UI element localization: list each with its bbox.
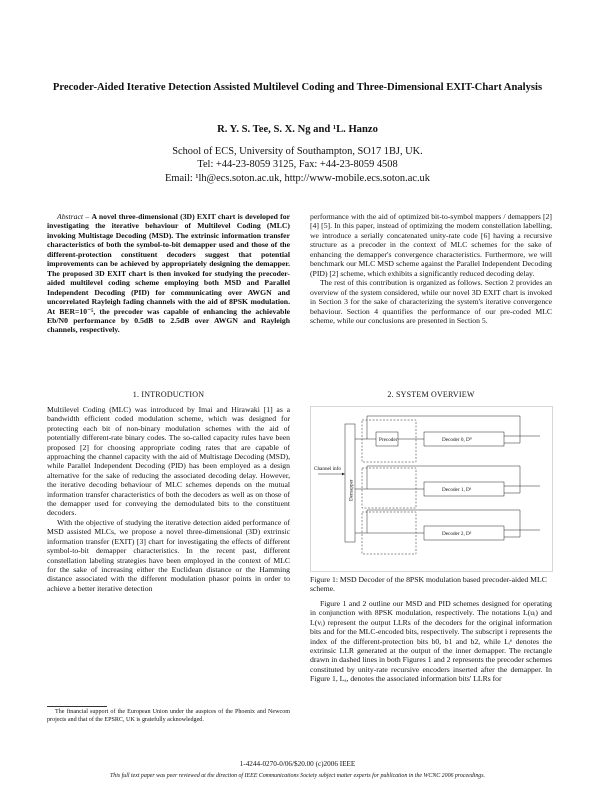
- author-list: R. Y. S. Tee, S. X. Ng and ¹L. Hanzo: [217, 124, 378, 135]
- precoder-label: Precoder: [379, 437, 398, 443]
- column-two-top: [310, 212, 552, 325]
- precoder-dashed-box-1: [362, 468, 416, 508]
- paragraph: performance with the aid of optimized bit-to-symbol mappers / demappers [2] [4] [5]. In this paper, instead of optimizing the modem constellation labelling, we introduce a serially concatenated unity-rate code [6] having a recursive structure as a precoder in the context of MLC schemes for the sake of enhancing the demapper's convergence characteristics. Furthermore, we will benchmark our MLC MSD scheme against the Parallel Independent Decoding (PID) [2] scheme, which exhibits a significantly reduced decoding delay.: [310, 212, 552, 278]
- paragraph: Figure 1 and 2 outline our MSD and PID schemes designed for operating in conjunction with 8PSK modulation, respectively. The notations L(uᵢ) and L(vᵢ) represent the output LLRs of the decoders for the original information bits and for the MLC-encoded bits, respectively. The subscript i represents the index of the different-protection bits b0, b1 and b2, while Lᵢᵉ denotes the extrinsic LLR generated at the output of the inner demapper. The rectangle drawn in dashed lines in both Figures 1 and 2 represents the precoder schemes constituted by unity-rate recursive encoders inserted after the demapper. In Figure 1, Lₐ, denotes the associated information bits' LLRs for: [310, 599, 552, 684]
- arrow-head: [342, 473, 345, 476]
- peer-review-disclaimer: This full text paper was peer reviewed at the direction of IEEE Communications Society subject matter experts for publication in the WCNC 2006 proceedings.: [110, 773, 485, 779]
- contact-line: Tel: +44-23-8059 3125, Fax: +44-23-8059 4508: [197, 159, 398, 171]
- paper-title: Precoder-Aided Iterative Detection Assisted Multilevel Coding and Three-Dimensional EXIT-Chart Analysis: [52, 82, 543, 93]
- introduction-body: [47, 405, 290, 593]
- affiliation-line: School of ECS, University of Southampton, SO17 1BJ, UK.: [172, 146, 423, 157]
- msd-decoder-figure: [310, 406, 553, 572]
- copyright-line: 1-4244-0270-0/06/$20.00 (c)2006 IEEE: [239, 760, 356, 768]
- abstract-body: A novel three-dimensional (3D) EXIT chart is developed for investigating the iterative behaviour of Multilevel Coding (MLC) invoking Multistage Decoding (MSD). The extrinsic information transfer characteristics of both the symbol-to-bit demapper used and those of the different-protection constituent decoders suggest that potential improvements can be achieved by appropriately designing the demapper. The proposed 3D EXIT chart is then invoked for studying the precoder-aided multilevel coding scheme employing both MSD and Parallel Independent Decoding (PID) for communicating over AWGN and uncorrelated Rayleigh fading channels with the aid of 8PSK modulation. At BER=10⁻⁵, the precoder was capable of enhancing the achievable Eb/N0 performance by 0.5dB to 2.5dB over AWGN and Rayleigh channels, respectively.: [47, 212, 290, 335]
- affiliation: [0, 145, 595, 185]
- decoder-0-label: Decoder 0, D⁰: [442, 437, 472, 443]
- email-line: Email: ¹lh@ecs.soton.ac.uk, http://www-mobile.ecs.soton.ac.uk: [165, 172, 430, 184]
- system-overview-body: [310, 599, 552, 684]
- section-heading-introduction: 1. INTRODUCTION: [132, 390, 205, 399]
- figure-caption: Figure 1: MSD Decoder of the 8PSK modulation based precoder-aided MLC scheme.: [310, 575, 547, 594]
- paragraph: Multilevel Coding (MLC) was introduced by Imai and Hirawaki [1] as a bandwidth efficient coded modulation scheme, which was designed for protecting each bit of non-binary modulation schemes with the aid of potentially different-rate binary codes. The so-called capacity rules have been proposed [2] for choosing appropriate coding rates that are capable of approaching the channel capacity with the aid of Multistage Decoding (MSD), while Parallel Independent Decoding (PID) has been employed as a design alternative for the sake of reducing the associated decoding delay. However, the iterative decoding behaviour of MLC schemes depends on the mutual information transfer characteristics of both the decoders as well as on those of the demapper used for conveying the demodulated bits to the constituent decoders.: [47, 405, 290, 518]
- decoder-2-label: Decoder 2, D²: [442, 531, 472, 537]
- footnote-rule: [47, 706, 107, 707]
- abstract-label: Abstract –: [57, 212, 90, 221]
- section-heading-system-overview: 2. SYSTEM OVERVIEW: [387, 390, 475, 399]
- decoder-1-label: Decoder 1, D¹: [442, 487, 472, 493]
- footnote: The financial support of the European Union under the auspices of the Phoenix and Newcom projects and that of the EPSRC, UK is gratefully acknowledged.: [47, 709, 290, 723]
- paragraph: With the objective of studying the iterative detection aided performance of MSD assisted MLCs, we propose a novel three-dimensional (3D) extrinsic information transfer (EXIT) [3] chart for investigating the effects of different symbol-to-bit demapper characteristics. In the recent past, different constellation labeling strategies have been employed in the context of MLC for the sake of increasing either the Euclidean distance or the Hamming distance associated with the different modulation phasor points in order to achieve a better iterative detection: [47, 517, 290, 593]
- channel-info-label: Channel info: [314, 466, 341, 472]
- abstract: [47, 212, 290, 335]
- paragraph: The rest of this contribution is organized as follows. Section 2 provides an overview of the system considered, while our novel 3D EXIT chart is invoked in Section 3 for the sake of characterizing the system's iterative convergence behaviour. Section 4 quantifies the performance of our pre-coded MLC scheme, while our conclusions are presented in Section 5.: [310, 278, 552, 325]
- demapper-label: Demapper: [348, 479, 355, 501]
